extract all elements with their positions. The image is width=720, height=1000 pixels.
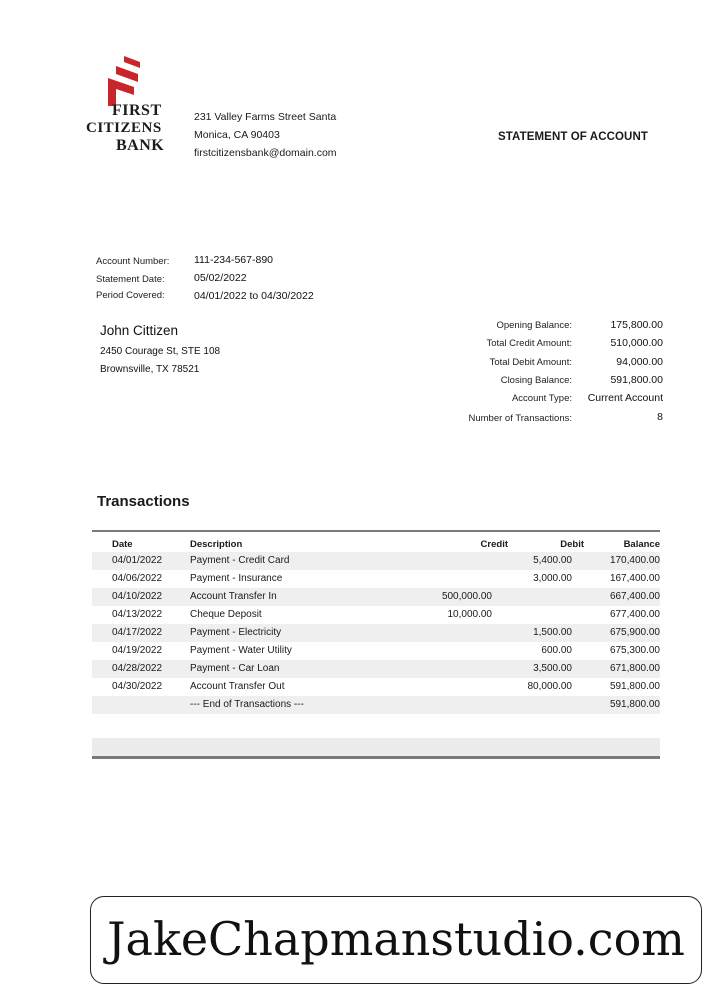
row-balance: 167,400.00 bbox=[609, 573, 660, 584]
table-row bbox=[92, 552, 660, 570]
end-of-transactions-label: --- End of Transactions --- bbox=[190, 699, 304, 710]
logo-word-first: FIRST bbox=[112, 102, 162, 119]
customer-address-line: Brownsville, TX 78521 bbox=[100, 364, 200, 375]
period-covered-label: Period Covered: bbox=[96, 290, 165, 301]
table-row bbox=[92, 660, 660, 678]
logo-word-citizens: CITIZENS bbox=[86, 120, 162, 136]
bank-address-line: Monica, CA 90403 bbox=[194, 129, 280, 141]
row-date: 04/17/2022 bbox=[112, 627, 163, 638]
account-number-label: Account Number: bbox=[96, 256, 170, 267]
row-balance: 675,300.00 bbox=[609, 645, 660, 656]
row-balance: 170,400.00 bbox=[609, 555, 660, 566]
opening-balance-label: Opening Balance: bbox=[496, 320, 572, 331]
total-credit-value: 510,000.00 bbox=[610, 337, 663, 349]
row-balance: 591,800.00 bbox=[609, 681, 660, 692]
row-description: Payment - Car Loan bbox=[190, 663, 280, 674]
row-credit: 10,000.00 bbox=[447, 609, 492, 620]
bank-logo bbox=[86, 56, 181, 156]
watermark-banner: JakeChapmanstudio.com bbox=[90, 896, 702, 984]
row-description: Cheque Deposit bbox=[190, 609, 262, 620]
row-debit: 3,500.00 bbox=[533, 663, 572, 674]
row-description: Payment - Electricity bbox=[190, 627, 282, 638]
total-debit-label: Total Debit Amount: bbox=[489, 357, 572, 368]
row-date: 04/28/2022 bbox=[112, 663, 163, 674]
table-top-rule bbox=[92, 530, 660, 532]
bank-address bbox=[194, 108, 354, 162]
statement-date-value: 05/02/2022 bbox=[194, 272, 247, 284]
bank-address-line: 231 Valley Farms Street Santa bbox=[194, 111, 337, 123]
table-row bbox=[92, 570, 660, 588]
bank-flag-icon bbox=[100, 56, 144, 108]
row-debit: 5,400.00 bbox=[533, 555, 572, 566]
table-end-row bbox=[92, 696, 660, 714]
total-debit-value: 94,000.00 bbox=[616, 356, 663, 368]
account-type-label: Account Type: bbox=[511, 393, 572, 404]
column-header-debit: Debit bbox=[560, 539, 584, 550]
table-footer-band bbox=[92, 738, 660, 756]
row-date: 04/19/2022 bbox=[112, 645, 163, 656]
closing-balance-value: 591,800.00 bbox=[610, 374, 663, 386]
table-bottom-rule bbox=[92, 756, 660, 759]
row-description: Payment - Credit Card bbox=[190, 555, 290, 566]
period-covered-value: 04/01/2022 to 04/30/2022 bbox=[194, 290, 314, 302]
row-date: 04/06/2022 bbox=[112, 573, 163, 584]
row-description: Payment - Insurance bbox=[190, 573, 283, 584]
account-type-value: Current Account bbox=[587, 392, 663, 404]
table-row bbox=[92, 624, 660, 642]
row-debit: 80,000.00 bbox=[527, 681, 572, 692]
column-header-description: Description bbox=[190, 539, 243, 550]
row-balance: 677,400.00 bbox=[609, 609, 660, 620]
row-debit: 1,500.00 bbox=[533, 627, 572, 638]
row-balance: 675,900.00 bbox=[609, 627, 660, 638]
statement-date-label: Statement Date: bbox=[96, 274, 165, 285]
table-row bbox=[92, 588, 660, 606]
row-description: Payment - Water Utility bbox=[190, 645, 292, 656]
logo-word-bank: BANK bbox=[116, 137, 165, 154]
row-date: 04/10/2022 bbox=[112, 591, 163, 602]
transactions-heading: Transactions bbox=[97, 493, 190, 510]
column-header-date: Date bbox=[112, 539, 133, 550]
row-description: Account Transfer Out bbox=[190, 681, 285, 692]
bank-email[interactable]: firstcitizensbank@domain.com bbox=[194, 147, 337, 159]
row-date: 04/13/2022 bbox=[112, 609, 163, 620]
column-header-balance: Balance bbox=[623, 539, 660, 550]
total-credit-label: Total Credit Amount: bbox=[486, 338, 572, 349]
end-balance: 591,800.00 bbox=[609, 699, 660, 710]
row-date: 04/01/2022 bbox=[112, 555, 163, 566]
number-of-transactions-label: Number of Transactions: bbox=[468, 413, 572, 424]
table-row bbox=[92, 606, 660, 624]
table-row bbox=[92, 642, 660, 660]
table-row bbox=[92, 678, 660, 696]
row-debit: 3,000.00 bbox=[533, 573, 572, 584]
row-credit: 500,000.00 bbox=[441, 591, 492, 602]
column-header-credit: Credit bbox=[480, 539, 508, 550]
row-balance: 671,800.00 bbox=[609, 663, 660, 674]
account-number-value: 111-234-567-890 bbox=[194, 254, 274, 266]
row-date: 04/30/2022 bbox=[112, 681, 163, 692]
closing-balance-label: Closing Balance: bbox=[500, 375, 572, 386]
customer-name: John Cittizen bbox=[100, 323, 179, 338]
number-of-transactions-value: 8 bbox=[657, 411, 663, 423]
row-balance: 667,400.00 bbox=[609, 591, 660, 602]
row-description: Account Transfer In bbox=[190, 591, 277, 602]
opening-balance-value: 175,800.00 bbox=[610, 319, 663, 331]
customer-address-line: 2450 Courage St, STE 108 bbox=[100, 346, 221, 357]
row-debit: 600.00 bbox=[541, 645, 572, 656]
statement-title: STATEMENT OF ACCOUNT bbox=[498, 131, 648, 143]
